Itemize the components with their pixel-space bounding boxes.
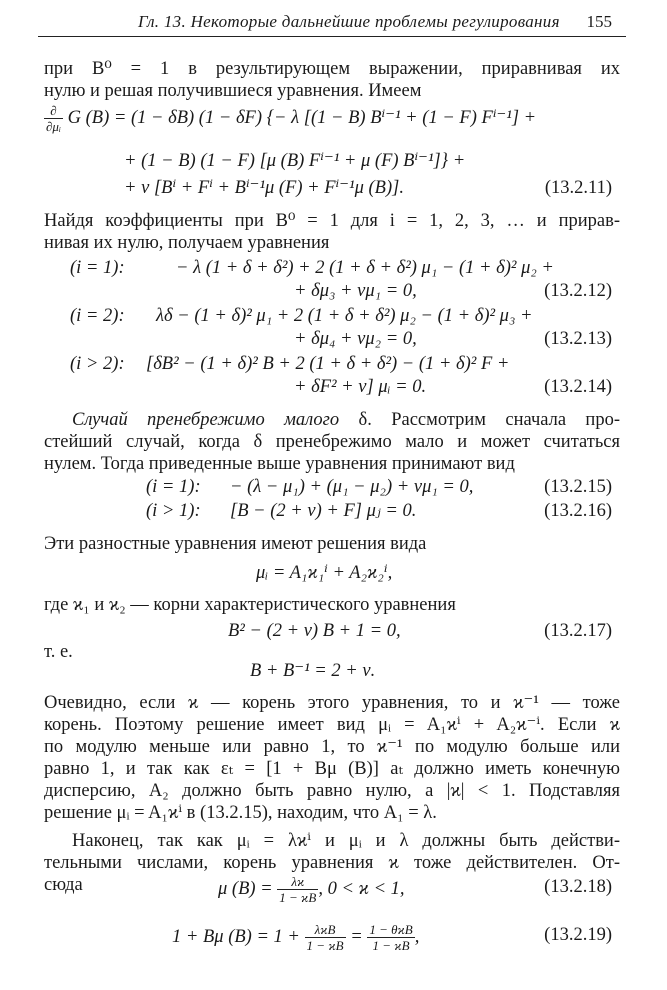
equation-number: (13.2.16) (544, 501, 612, 521)
fraction: $\frac{\text{1 − θϰB}}{1 - ϰB}$ (369, 922, 413, 953)
equation-solution: μᵢ = A₁ϰ₁ⁱ + A₂ϰ₂ⁱ, (256, 563, 393, 583)
equation-13-2-14-line1: [δB² − (1 + δ)² B + 2 (1 + δ + δ²) − (1 + δ)² F + (146, 354, 510, 374)
equation-reciprocal: B + B⁻¹ = 2 + ν. (250, 661, 376, 681)
text-line: сюда (44, 875, 83, 895)
section-heading-italic: Случай пренебрежимо малого (72, 410, 340, 430)
equation-13-2-13-line1: λδ − (1 + δ)² μ₁ + 2 (1 + δ + δ²) μ₂ − (1 + δ)² μ₃ + (156, 306, 533, 326)
equals-sign: = (350, 926, 363, 947)
text-line: дисперсию, A₂ должно быть равно нулю, а |ϰ| < 1. Подставляя (44, 781, 620, 801)
equation-number: (13.2.13) (544, 329, 612, 349)
text-line: нулю и решая получившиеся уравнения. Имеем (44, 81, 422, 101)
text-line: нулем. Тогда приведенные выше уравнения принимают вид (44, 454, 515, 474)
text-line: Эти разностные уравнения имеют решения вида (44, 534, 427, 554)
equation-number: (13.2.15) (544, 477, 612, 497)
equation-13-2-15: − (λ − μ₁) + (μ₁ − μ₂) + νμ₁ = 0, (230, 477, 474, 497)
equation-number: (13.2.19) (544, 925, 612, 945)
equation-condition: (i = 1): (70, 258, 125, 278)
equation-condition: (i = 1): (146, 477, 201, 497)
equation-condition: (i = 2): (70, 306, 125, 326)
equation-condition: (i > 1): (146, 501, 201, 521)
text-line (44, 409, 620, 431)
equation-lhs: μ (B) = (218, 878, 273, 899)
text-line: по модулю меньше или равно 1, то ϰ⁻¹ по модулю больше или (44, 737, 620, 757)
equation-rhs: , 0 < ϰ < 1, (318, 878, 405, 899)
equation-13-2-12-line2: + δμ₃ + νμ₁ = 0, (294, 281, 417, 301)
running-header (38, 8, 626, 37)
chapter-title: Гл. 13. Некоторые дальнейшие проблемы регулирования (138, 12, 560, 31)
text-line: решение μᵢ = A₁ϰⁱ в (13.2.15), находим, что A₁ = λ. (44, 803, 437, 823)
equation-13-2-11-line3: + ν [Bⁱ + Fⁱ + Bⁱ⁻¹μ (F) + Fⁱ⁻¹μ (B)]. (124, 178, 404, 198)
text-line: равно 1, и так как εₜ = [1 + Bμ (B)] aₜ должно иметь конечную (44, 759, 620, 779)
text-line: Наконец, так как μᵢ = λϰⁱ и μᵢ и λ должны быть действи- (72, 831, 620, 851)
text-span: δ. Рассмотрим сначала про- (339, 410, 620, 430)
equation-13-2-16: [B − (2 + ν) + F] μⱼ = 0. (230, 501, 417, 521)
text-line: нивая их нулю, получаем уравнения (44, 233, 330, 253)
text-line: корень. Поэтому решение имеет вид μᵢ = A₁ϰⁱ + A₂ϰ⁻ⁱ. Если ϰ (44, 715, 620, 735)
text-line: стейший случай, когда δ пренебрежимо мало и может считаться (44, 432, 620, 452)
equation-number: (13.2.12) (544, 281, 612, 301)
equation-text: G (B) = (1 − δB) (1 − δF) {− λ [(1 − B) Bⁱ⁻¹ + (1 − F) Fⁱ⁻¹] + (67, 107, 537, 128)
comma: , (414, 926, 420, 947)
equation-number: (13.2.17) (544, 621, 612, 641)
page-number: 155 (586, 12, 612, 31)
partial-derivative: $\frac{\partial}{\text{∂μᵢ}}$ (46, 103, 62, 134)
text-line: Найдя коэффициенты при B⁰ = 1 для i = 1, 2, 3, … и прирав- (44, 211, 620, 231)
text-line: где ϰ₁ и ϰ₂ — корни характеристического уравнения (44, 595, 456, 615)
equation-condition: (i > 2): (70, 354, 125, 374)
equation-13-2-13-line2: + δμ₄ + νμ₂ = 0, (294, 329, 417, 349)
equation-number: (13.2.11) (544, 178, 612, 198)
equation-13-2-17: B² − (2 + ν) B + 1 = 0, (228, 621, 401, 641)
equation-13-2-19 (172, 922, 419, 953)
text-line: при B⁰ = 1 в результирующем выражении, приравнивая их (44, 59, 620, 79)
equation-13-2-12-line1: − λ (1 + δ + δ²) + 2 (1 + δ + δ²) μ₁ − (1 + δ)² μ₂ + (176, 258, 554, 278)
fraction: $\frac{\text{λϰB}}{1 - ϰB}$ (306, 922, 344, 953)
equation-number: (13.2.18) (544, 877, 612, 897)
text-line: Очевидно, если ϰ — корень этого уравнения, то и ϰ⁻¹ — тоже (44, 693, 620, 713)
text-line: тельными числами, корень уравнения ϰ тоже действителен. От- (44, 853, 620, 873)
equation-13-2-14-line2: + δF² + ν] μᵢ = 0. (294, 377, 427, 397)
equation-number: (13.2.14) (544, 377, 612, 397)
text-line: т. е. (44, 642, 73, 662)
equation-13-2-11-line2: + (1 − B) (1 − F) [μ (B) Fⁱ⁻¹ + μ (F) Bⁱ⁻¹]} + (124, 151, 466, 171)
fraction: $\frac{\lambda ϰ}{1 - ϰB}$ (279, 874, 317, 905)
equation-lhs: 1 + Bμ (B) = 1 + (172, 926, 300, 947)
equation-13-2-18 (218, 874, 405, 905)
equation-13-2-11-line1 (44, 103, 536, 134)
